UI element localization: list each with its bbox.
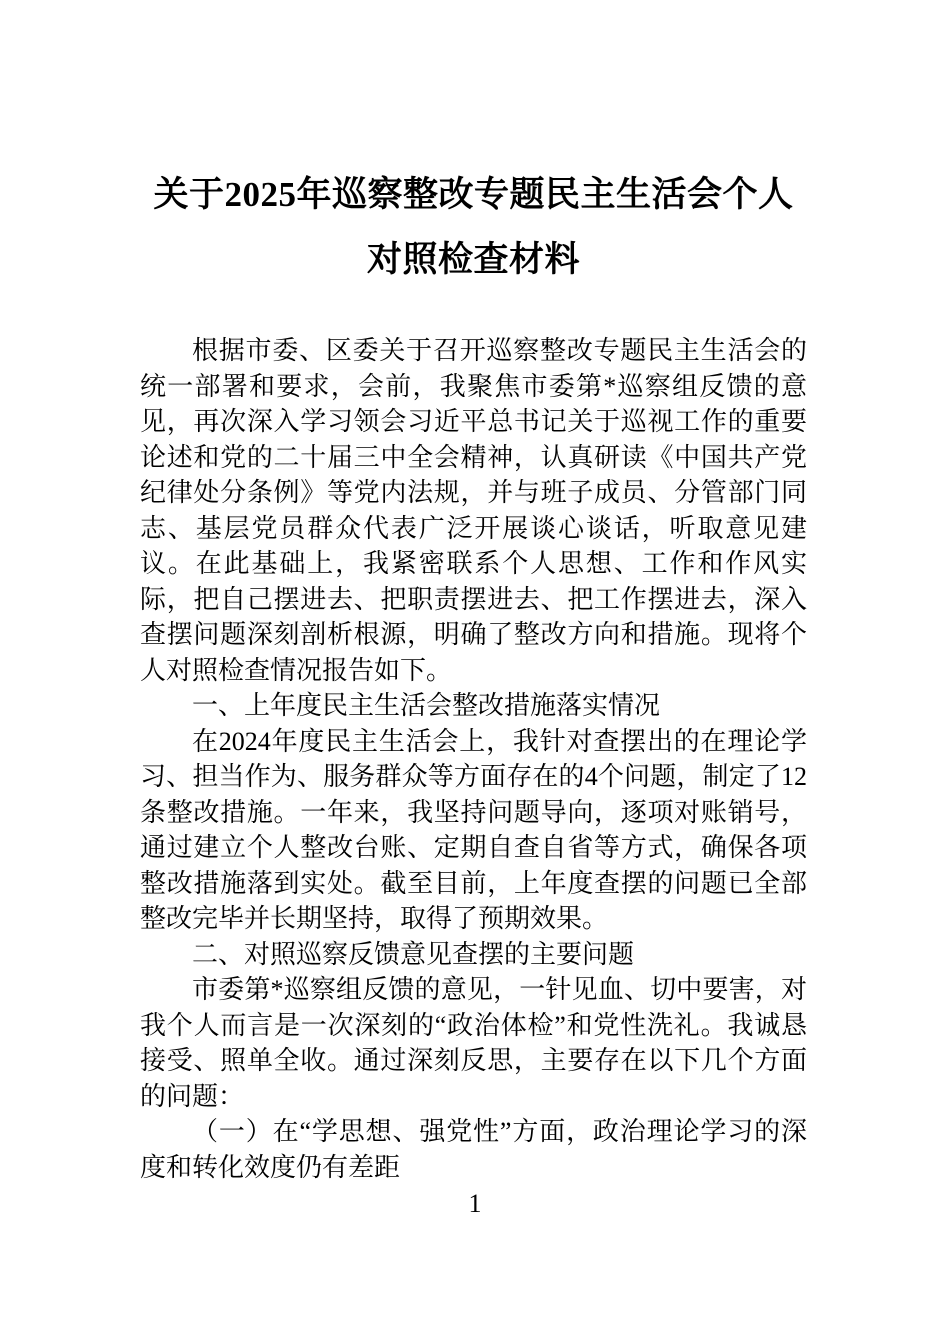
section-heading-1: 一、上年度民主生活会整改措施落实情况 [192, 691, 661, 720]
page-number: 1 [468, 1189, 482, 1218]
document-title-line-2: 对照检查材料 [366, 240, 580, 279]
document-title [140, 162, 807, 292]
section-heading-2: 二、对照巡察反馈意见查摆的主要问题 [192, 939, 635, 969]
paragraph-intro: 根据市委、区委关于召开巡察整改专题民主生活会的统一部署和要求，会前，我聚焦市委第*巡察组反馈的意见，再次深入学习领会习近平总书记关于巡视工作的重要论述和党的二十届三中全会精神，认真研读《中国共产党纪律处分条例》等党内法规，并与班子成员、分管部门同志、基层党员群众代表广泛开展谈心谈话，听取意见建议。在此基础上，我紧密联系个人思想、工作和作风实际，把自己摆进去、把职责摆进去、把工作摆进去，深入查摆问题深刻剖析根源，明确了整改方向和措施。现将个人对照检查情况报告如下。 [140, 336, 807, 685]
paragraph-section-2: 市委第*巡察组反馈的意见，一针见血、切中要害，对我个人而言是一次深刻的“政治体检”和党性洗礼。我诚恳接受、照单全收。通过深刻反思，主要存在以下几个方面的问题： [140, 975, 807, 1111]
document-body [140, 333, 807, 1185]
paragraph-section-1: 在2024年度民主生活会上，我针对查摆出的在理论学习、担当作为、服务群众等方面存在的4个问题，制定了12条整改措施。一年来，我坚持问题导向，逐项对账销号，通过建立个人整改台账、定期自查自省等方式，确保各项整改措施落到实处。截至目前，上年度查摆的问题已全部整改完毕并长期坚持，取得了预期效果。 [140, 726, 807, 933]
document-title-line-1: 关于2025年巡察整改专题民主生活会个人 [153, 175, 794, 214]
subsection-heading-1: （一）在“学思想、强党性”方面，政治理论学习的深度和转化效度仍有差距 [140, 1117, 807, 1182]
